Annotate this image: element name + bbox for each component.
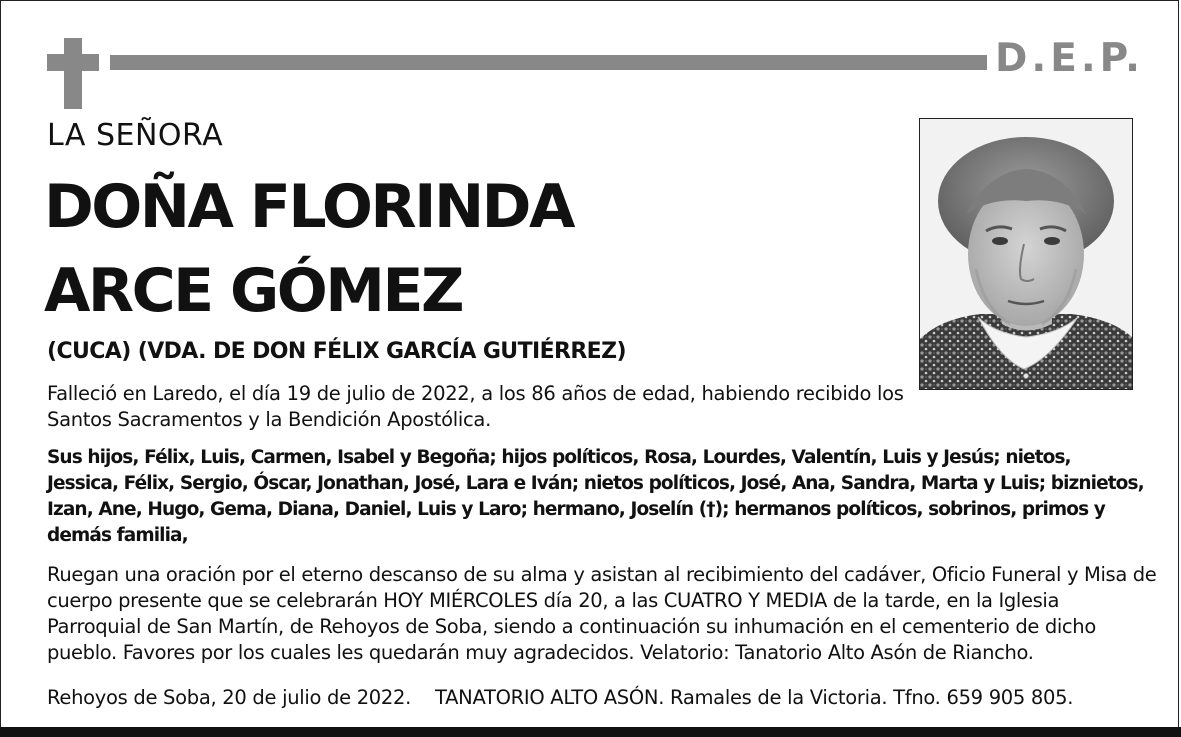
footer — [47, 686, 1073, 709]
death-notice: Falleció en Laredo, el día 19 de julio de 2022, a los 86 años de edad, habiendo recibido los Santos Sacramentos y la Bendición Apostólica. — [47, 382, 904, 431]
ceremony-request: Ruegan una oración por el eterno descanso de su alma y asistan al recibimiento del cadáver, Oficio Funeral y Misa de cuerpo presente que se celebrarán HOY MIÉRCOLES día 20, a las CUATRO Y MEDIA de la tarde, en la Iglesia Parroquial de San Martín, de Rehoyos de Soba, siendo a continuación su inhumación en el cementerio de dicho pueblo. Favores por los cuales les quedarán muy agradecidos. Velatorio: Tanatorio Alto Asón de Riancho. — [47, 563, 1157, 664]
portrait-illustration — [920, 119, 1132, 389]
dep-label: D.E.P. — [995, 36, 1144, 81]
deceased-name-line2: ARCE GÓMEZ — [44, 256, 462, 326]
header-rule — [110, 55, 987, 70]
bottom-border — [0, 727, 1181, 737]
portrait-photo — [919, 118, 1133, 390]
deceased-name-line1: DOÑA FLORINDA — [44, 172, 573, 242]
honorific-prefix: LA SEÑORA — [47, 118, 224, 153]
family-list: Sus hijos, Félix, Luis, Carmen, Isabel y Begoña; hijos políticos, Rosa, Lourdes, Valentín, Luis y Jesús; nietos, Jessica, Félix, Sergio, Óscar, Jonathan, José, Lara e Iván; nietos políticos, José, Ana, Sandra, Marta y Luis; biznietos, Izan, Ane, Hugo, Gema, Diana, Daniel, Luis y Laro; hermano, Joselín (†); hermanos políticos, sobrinos, primos y demás familia, — [47, 447, 1144, 546]
footer-place-date: Rehoyos de Soba, 20 de julio de 2022. — [47, 686, 412, 709]
footer-funeral-home: TANATORIO ALTO ASÓN. Ramales de la Victoria. Tfno. 659 905 805. — [435, 686, 1074, 709]
deceased-alias: (CUCA) (VDA. DE DON FÉLIX GARCÍA GUTIÉRREZ) — [47, 339, 626, 364]
